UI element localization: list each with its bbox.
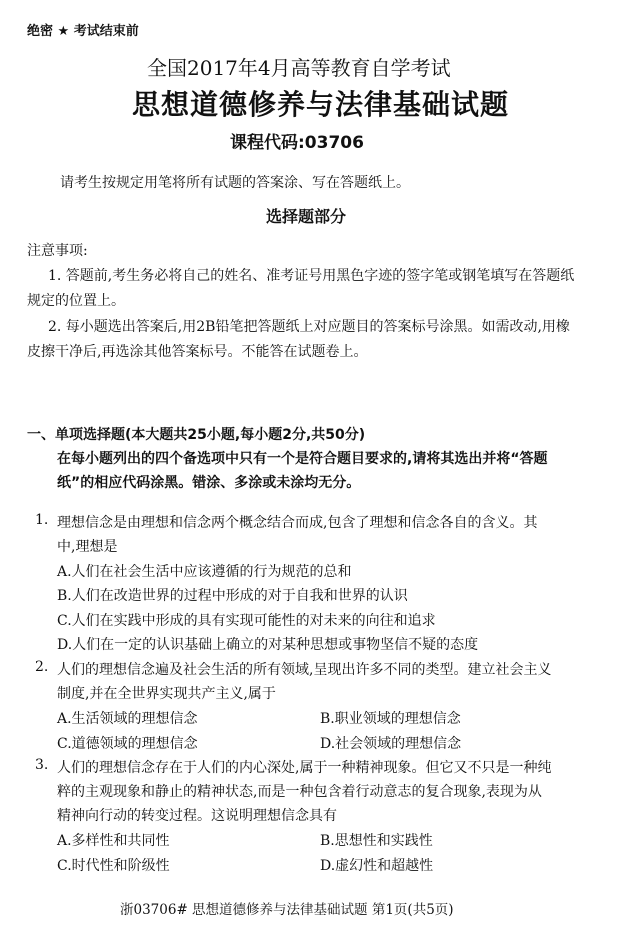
option-b: B.职业领域的理想信念: [320, 711, 461, 727]
option-d: D.社会领域的理想信念: [320, 736, 462, 752]
part1-heading: 一、单项选择题(本大题共25小题,每小题2分,共50分): [27, 427, 366, 443]
note-1-line-1: 1. 答题前,考生务必将自己的姓名、准考证号用黑色字迹的签字笔或钢笔填写在答题纸: [48, 268, 575, 284]
question-stem-line-2: 制度,并在全世界实现共产主义,属于: [57, 686, 276, 702]
subject-title: 思想道德修养与法律基础试题: [132, 88, 510, 121]
exam-title: 全国2017年4月高等教育自学考试: [147, 56, 451, 80]
option-d: D.虚幻性和超越性: [320, 858, 434, 874]
instruction-text: 请考生按规定用笔将所有试题的答案涂、写在答题纸上。: [60, 175, 410, 191]
question-stem-line-3: 精神向行动的转变过程。这说明理想信念具有: [57, 808, 337, 824]
question-stem-line-2: 中,理想是: [57, 539, 118, 555]
option-c: C.人们在实践中形成的具有实现可能性的对未来的向往和追求: [57, 613, 436, 629]
note-2-line-2: 皮擦干净后,再选涂其他答案标号。不能答在试题卷上。: [27, 344, 368, 360]
option-c: C.时代性和阶级性: [57, 858, 170, 874]
question-number: 3.: [35, 757, 49, 773]
part1-desc-line-1: 在每小题列出的四个备选项中只有一个是符合题目要求的,请将其选出并将“答题: [57, 451, 548, 467]
question-stem-line-1: 人们的理想信念存在于人们的内心深处,属于一种精神现象。但它又不只是一种纯: [57, 760, 552, 776]
question-stem-line-1: 理想信念是由理想和信念两个概念结合而成,包含了理想和信念各自的含义。其: [57, 515, 538, 531]
notes-heading: 注意事项:: [27, 243, 88, 259]
part1-desc-line-2: 纸”的相应代码涂黑。错涂、多涂或未涂均无分。: [57, 475, 361, 491]
option-c: C.道德领域的理想信念: [57, 736, 198, 752]
question-stem-line-2: 粹的主观现象和静止的精神状态,而是一种包含着行动意志的复合现象,表现为从: [57, 784, 542, 800]
section-title: 选择题部分: [266, 207, 347, 226]
option-a: A.人们在社会生活中应该遵循的行为规范的总和: [57, 564, 352, 580]
course-code: 课程代码:03706: [230, 133, 364, 153]
note-1-line-2: 规定的位置上。: [27, 293, 125, 309]
question-stem-line-1: 人们的理想信念遍及社会生活的所有领域,呈现出许多不同的类型。建立社会主义: [57, 662, 552, 678]
option-b: B.人们在改造世界的过程中形成的对于自我和世界的认识: [57, 588, 408, 604]
note-2-line-1: 2. 每小题选出答案后,用2B铅笔把答题纸上对应题目的答案标号涂黑。如需改动,用橡: [48, 319, 570, 335]
page-footer: 浙03706# 思想道德修养与法律基础试题 第1页(共5页): [120, 902, 454, 918]
option-b: B.思想性和实践性: [320, 833, 433, 849]
question-number: 2.: [35, 659, 49, 675]
secret-label: 绝密 ★ 考试结束前: [27, 24, 139, 39]
option-a: A.多样性和共同性: [57, 833, 170, 849]
option-d: D.人们在一定的认识基础上确立的对某种思想或事物坚信不疑的态度: [57, 637, 479, 653]
question-number: 1.: [35, 512, 49, 528]
option-a: A.生活领域的理想信念: [57, 711, 198, 727]
